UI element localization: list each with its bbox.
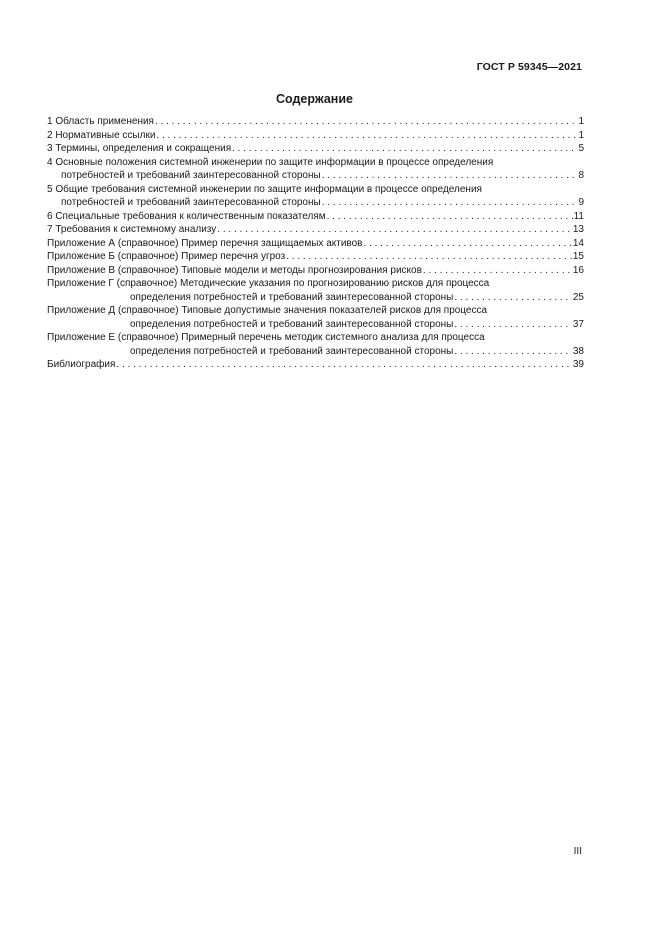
toc-dot-leader <box>232 142 577 156</box>
toc-dot-leader <box>217 223 572 237</box>
toc-dot-leader <box>364 237 572 251</box>
toc-entry-text: Библиография <box>47 359 116 370</box>
toc-page-number: 39 <box>572 359 584 370</box>
toc-page-number: 25 <box>572 291 584 303</box>
toc-entry[interactable] <box>47 237 584 251</box>
toc-dot-leader <box>156 129 577 143</box>
toc-entry[interactable] <box>47 142 584 156</box>
toc-dot-leader <box>454 318 572 332</box>
toc-entry-text: потребностей и требований заинтересованной стороны <box>61 170 321 181</box>
toc-entry[interactable] <box>47 331 584 358</box>
toc-entry-text: 7 Требования к системному анализу <box>47 224 217 235</box>
toc-entry[interactable] <box>47 183 584 210</box>
toc-entry[interactable] <box>47 304 584 331</box>
toc-dot-leader <box>286 250 572 264</box>
toc-page-number: 1 <box>578 129 584 141</box>
toc-page-number: 16 <box>572 264 584 276</box>
toc-dot-leader <box>116 358 571 372</box>
toc-page-number: 11 <box>573 210 584 222</box>
toc-dot-leader <box>454 345 572 359</box>
table-of-contents <box>47 115 584 372</box>
toc-entry-text: Приложение Д (справочное) Типовые допустимые значения показателей рисков для процесса <box>47 305 488 316</box>
toc-entry-text: определения потребностей и требований заинтересованной стороны <box>130 318 454 330</box>
toc-entry[interactable] <box>47 129 584 143</box>
standard-code-header: ГОСТ Р 59345—2021 <box>476 61 582 73</box>
toc-page-number: 14 <box>572 237 584 249</box>
toc-entry[interactable] <box>47 223 584 237</box>
toc-dot-leader <box>322 169 578 183</box>
toc-page-number: 37 <box>572 318 584 330</box>
toc-entry-text: 5 Общие требования системной инженерии по защите информации в процессе определения <box>47 183 482 195</box>
toc-entry-text: Приложение Б (справочное) Пример перечня угроз <box>47 251 286 262</box>
page-number: III <box>573 846 582 857</box>
toc-entry-text: потребностей и требований заинтересованной стороны <box>61 197 321 208</box>
toc-page-number: 5 <box>578 143 584 154</box>
toc-page-number: 8 <box>578 170 584 181</box>
toc-entry-text: 3 Термины, определения и сокращения <box>47 143 232 154</box>
toc-entry[interactable] <box>47 277 584 304</box>
toc-entry[interactable] <box>47 115 584 129</box>
toc-page-number: 15 <box>572 251 584 262</box>
toc-entry-text: 6 Специальные требования к количественным показателям <box>47 210 326 222</box>
toc-entry-text: 4 Основные положения системной инженерии по защите информации в процессе определения <box>47 156 494 168</box>
toc-entry-text: определения потребностей и требований заинтересованной стороны <box>130 345 454 357</box>
toc-entry-text: Приложение В (справочное) Типовые модели и методы прогнозирования рисков <box>47 264 422 276</box>
toc-entry[interactable] <box>47 210 584 224</box>
toc-entry[interactable] <box>47 264 584 278</box>
toc-dot-leader <box>327 210 573 224</box>
toc-page-number: 38 <box>572 345 584 357</box>
toc-entry[interactable] <box>47 358 584 372</box>
toc-entry-text: Приложение Е (справочное) Примерный перечень методик системного анализа для процесса <box>47 332 485 343</box>
toc-entry[interactable] <box>47 156 584 183</box>
toc-entry-text: 1 Область применения <box>47 116 154 127</box>
toc-dot-leader <box>454 291 572 305</box>
toc-entry-text: Приложение А (справочное) Пример перечня защищаемых активов <box>47 237 363 249</box>
toc-page-number: 13 <box>572 224 584 235</box>
toc-entry-text: 2 Нормативные ссылки <box>47 129 156 141</box>
toc-page-number: 9 <box>578 197 584 208</box>
toc-dot-leader <box>423 264 572 278</box>
toc-entry-text: определения потребностей и требований заинтересованной стороны <box>130 291 454 303</box>
toc-entry-text: Приложение Г (справочное) Методические указания по прогнозированию рисков для процесса <box>47 278 490 289</box>
toc-page-number: 1 <box>578 116 584 127</box>
toc-entry[interactable] <box>47 250 584 264</box>
toc-title: Содержание <box>275 92 353 106</box>
toc-dot-leader <box>155 115 577 129</box>
toc-dot-leader <box>322 196 578 210</box>
